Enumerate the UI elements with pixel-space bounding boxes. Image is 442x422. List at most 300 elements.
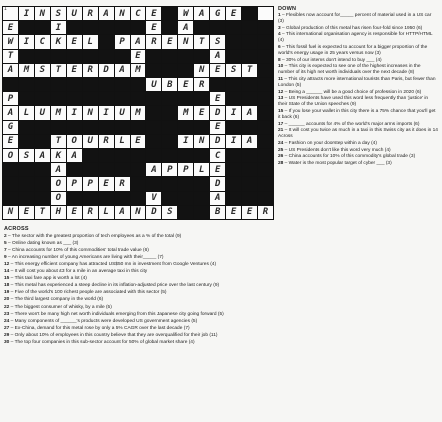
clue-number: 12 [278,89,284,95]
grid-cell[interactable] [178,7,193,20]
grid-cell[interactable] [210,135,225,148]
cell-letter: L [87,36,93,47]
grid-cell-black[interactable] [146,106,161,119]
grid-cell-black[interactable] [19,135,34,148]
grid-cell-black[interactable] [51,50,66,63]
grid-cell[interactable] [131,64,146,77]
grid-cell-black[interactable] [35,163,50,176]
clue-number: 2 [4,233,7,239]
grid-cell-black[interactable] [258,106,273,119]
across-clue [4,312,276,319]
clue-number: 30 [4,340,10,345]
grid-cell[interactable] [3,121,18,134]
grid-cell-black[interactable] [242,78,257,91]
grid-cell-black[interactable] [99,35,114,48]
grid-cell[interactable] [99,135,114,148]
grid-cell-black[interactable] [51,92,66,105]
grid-cell[interactable] [146,35,161,48]
grid-cell[interactable] [242,106,257,119]
grid-cell[interactable] [35,35,50,48]
grid-cell[interactable] [226,206,241,219]
grid-cell-black[interactable] [258,64,273,77]
cell-letter: K [55,36,61,47]
grid-cell-black[interactable] [178,177,193,190]
grid-cell[interactable] [178,163,193,176]
grid-cell-black[interactable] [242,149,257,162]
grid-cell-black[interactable] [3,192,18,205]
grid-cell[interactable] [226,7,241,20]
grid-cell[interactable] [178,21,193,34]
grid-cell-black[interactable] [146,92,161,105]
grid-cell[interactable] [83,106,98,119]
grid-cell[interactable] [146,163,161,176]
clue-number: 13 [278,96,284,102]
grid-cell-black[interactable] [19,121,34,134]
grid-cell-black[interactable] [146,135,161,148]
grid-cell-black[interactable] [83,50,98,63]
clue-number: 11 [278,77,284,83]
grid-cell-black[interactable] [35,177,50,190]
grid-cell[interactable] [146,78,161,91]
grid-cell[interactable] [115,177,130,190]
grid-cell-black[interactable] [131,149,146,162]
grid-cell-black[interactable] [115,78,130,91]
grid-cell-black[interactable] [99,149,114,162]
cell-letter: R [87,8,93,19]
grid-cell[interactable] [19,7,34,20]
grid-cell-black[interactable] [83,78,98,91]
grid-cell[interactable] [67,177,82,190]
clue-text: – There won't be many high net worth individuals emerging from this Japanese city going forward (5) [9,311,224,317]
grid-cell-black[interactable] [3,177,18,190]
grid-cell[interactable] [3,135,18,148]
grid-cell[interactable] [99,64,114,77]
grid-cell[interactable] [210,106,225,119]
grid-cell[interactable] [210,50,225,63]
grid-cell-black[interactable] [3,163,18,176]
grid-cell[interactable] [67,135,82,148]
grid-cell-black[interactable] [67,78,82,91]
grid-cell-black[interactable] [99,163,114,176]
grid-cell[interactable] [83,7,98,20]
grid-cell-black[interactable] [51,121,66,134]
grid-cell[interactable] [194,64,209,77]
grid-cell-black[interactable] [19,163,34,176]
grid-cell[interactable] [3,92,18,105]
grid-cell[interactable] [131,206,146,219]
grid-cell[interactable] [35,106,50,119]
grid-cell[interactable] [210,7,225,20]
clue-text: – If you lose your wallet in this city there is a 75% chance that you'll get it back (6) [278,109,436,121]
cell-letter: L [103,207,109,218]
grid-cell[interactable] [3,106,18,119]
grid-cell[interactable] [258,7,273,20]
across-clues-panel [4,226,276,347]
grid-cell[interactable] [83,35,98,48]
grid-cell-black[interactable] [115,21,130,34]
grid-cell-black[interactable] [115,192,130,205]
grid-cell-black[interactable] [131,21,146,34]
grid-cell[interactable] [131,7,146,20]
grid-cell-black[interactable] [242,177,257,190]
clue-text: – The sector with the greatest proportion of tech employees as a % of the total (9) [6,233,182,239]
grid-cell[interactable] [194,35,209,48]
grid-cell[interactable] [3,21,18,34]
cell-letter: I [230,136,237,147]
grid-cell[interactable] [99,7,114,20]
grid-cell-black[interactable] [162,121,177,134]
grid-cell[interactable] [178,35,193,48]
grid-cell-black[interactable] [35,192,50,205]
grid-cell[interactable] [67,7,82,20]
grid-cell[interactable] [210,163,225,176]
clue-text: – This metal has experienced a steep decline in its inflation-adjusted price over the last century (9) [9,283,220,289]
grid-cell-black[interactable] [242,7,257,20]
grid-cell[interactable] [67,206,82,219]
grid-cell-black[interactable] [115,92,130,105]
grid-cell[interactable] [115,7,130,20]
grid-cell-black[interactable] [146,50,161,63]
grid-cell-black[interactable] [226,177,241,190]
grid-cell-black[interactable] [35,21,50,34]
grid-cell[interactable] [210,149,225,162]
grid-cell[interactable] [51,177,66,190]
grid-cell[interactable] [115,106,130,119]
grid-cell-black[interactable] [146,177,161,190]
grid-cell[interactable] [210,206,225,219]
grid-cell[interactable] [67,106,82,119]
grid-cell-black[interactable] [178,206,193,219]
grid-cell-black[interactable] [131,177,146,190]
cell-letter: A [135,36,141,47]
grid-cell[interactable] [83,206,98,219]
grid-cell-black[interactable] [258,149,273,162]
grid-cell-black[interactable] [131,163,146,176]
grid-cell-black[interactable] [242,163,257,176]
grid-cell-black[interactable] [35,50,50,63]
grid-cell[interactable] [210,35,225,48]
grid-cell-black[interactable] [83,163,98,176]
grid-cell-black[interactable] [19,177,34,190]
grid-cell-black[interactable] [83,92,98,105]
grid-cell[interactable] [115,135,130,148]
clue-number: 26 [278,154,284,160]
grid-cell-black[interactable] [19,192,34,205]
grid-cell[interactable] [67,35,82,48]
grid-cell-black[interactable] [162,7,177,20]
grid-cell-black[interactable] [226,92,241,105]
across-clue [4,234,276,241]
grid-cell-black[interactable] [131,78,146,91]
grid-cell-black[interactable] [99,92,114,105]
clue-text: – 30% of our intems don't intend to buy ___ (4) [280,57,382,63]
grid-cell[interactable] [35,7,50,20]
grid-cell[interactable] [19,149,34,162]
grid-cell-black[interactable] [226,50,241,63]
grid-cell[interactable] [146,206,161,219]
grid-cell[interactable] [146,192,161,205]
cell-letter: E [7,22,14,33]
grid-cell[interactable] [210,192,225,205]
grid-cell-black[interactable] [99,78,114,91]
grid-cell-black[interactable] [210,78,225,91]
down-clue [278,148,438,154]
cell-letter: O [71,136,77,147]
grid-cell-black[interactable] [242,121,257,134]
cell-letter: I [230,107,237,118]
grid-cell-black[interactable] [99,121,114,134]
grid-cell-black[interactable] [258,21,273,34]
grid-cell-black[interactable] [131,121,146,134]
grid-cell[interactable] [51,192,66,205]
grid-cell-black[interactable] [194,21,209,34]
grid-cell[interactable] [51,106,66,119]
grid-cell-black[interactable] [226,35,241,48]
grid-cell[interactable] [194,135,209,148]
grid-cell-black[interactable] [19,92,34,105]
grid-cell[interactable] [51,135,66,148]
grid-cell[interactable] [131,135,146,148]
grid-cell-black[interactable] [162,177,177,190]
grid-cell-black[interactable] [242,192,257,205]
grid-cell-black[interactable] [178,92,193,105]
grid-cell[interactable] [210,92,225,105]
grid-cell-black[interactable] [115,163,130,176]
cell-letter: E [103,178,109,189]
grid-cell-black[interactable] [242,92,257,105]
grid-cell-black[interactable] [67,192,82,205]
grid-cell[interactable] [131,50,146,63]
grid-cell-black[interactable] [51,78,66,91]
grid-cell[interactable] [99,106,114,119]
grid-cell[interactable] [35,149,50,162]
grid-cell[interactable] [162,206,177,219]
grid-cell[interactable] [3,35,18,48]
grid-cell[interactable] [51,21,66,34]
cell-letter: I [71,107,77,118]
grid-cell[interactable] [51,7,66,20]
grid-cell-black[interactable] [258,78,273,91]
grid-cell[interactable] [242,135,257,148]
grid-cell[interactable] [210,177,225,190]
grid-cell-black[interactable] [35,121,50,134]
grid-cell-black[interactable] [194,177,209,190]
grid-cell[interactable] [19,35,34,48]
grid-cell-black[interactable] [99,192,114,205]
clue-text: – This city is expected to see one of the highest increases in the number of its high net worth individuals over the next decade (8) [278,64,421,76]
clue-text: – The top four companies in this sub-sector account for 50% of global market share (4) [9,340,195,345]
grid-cell-black[interactable] [83,149,98,162]
grid-cell-black[interactable] [226,121,241,134]
grid-cell-black[interactable] [146,64,161,77]
grid-cell[interactable] [131,106,146,119]
cell-letter: A [214,51,221,62]
grid-cell-black[interactable] [35,78,50,91]
grid-cell-black[interactable] [194,50,209,63]
grid-cell[interactable] [19,106,34,119]
grid-cell-black[interactable] [146,149,161,162]
grid-cell-black[interactable] [194,206,209,219]
grid-cell-black[interactable] [242,21,257,34]
grid-cell[interactable] [51,149,66,162]
grid-cell-black[interactable] [162,21,177,34]
grid-cell-black[interactable] [178,149,193,162]
grid-cell-black[interactable] [194,192,209,205]
grid-cell-black[interactable] [162,135,177,148]
grid-cell[interactable] [35,64,50,77]
cell-letter: W [7,36,14,47]
grid-cell-black[interactable] [99,50,114,63]
grid-cell-black[interactable] [226,149,241,162]
grid-cell-black[interactable] [178,192,193,205]
grid-cell[interactable] [115,35,130,48]
grid-cell[interactable] [258,206,273,219]
grid-cell[interactable] [35,206,50,219]
grid-cell[interactable] [210,64,225,77]
grid-cell-black[interactable] [226,21,241,34]
grid-cell[interactable] [67,149,82,162]
cell-letter: U [87,136,93,147]
grid-cell-black[interactable] [19,50,34,63]
grid-cell-black[interactable] [67,121,82,134]
grid-cell[interactable] [115,206,130,219]
grid-cell[interactable] [67,64,82,77]
grid-cell-black[interactable] [258,35,273,48]
across-clue [4,262,276,269]
down-clue [278,90,438,96]
grid-cell-black[interactable] [258,192,273,205]
grid-cell[interactable] [194,163,209,176]
grid-cell-black[interactable] [67,50,82,63]
grid-cell[interactable] [242,206,257,219]
down-clue [278,128,438,140]
grid-cell-black[interactable] [67,163,82,176]
grid-cell-black[interactable] [146,121,161,134]
grid-cell[interactable] [3,64,18,77]
grid-cell-black[interactable] [258,135,273,148]
cell-letter: D [151,207,157,218]
grid-cell[interactable] [194,7,209,20]
grid-cell[interactable] [242,64,257,77]
grid-cell-black[interactable] [35,92,50,105]
cell-letter: O [55,193,61,204]
grid-cell[interactable] [83,177,98,190]
grid-cell[interactable] [115,64,130,77]
grid-cell-black[interactable] [178,50,193,63]
grid-cell[interactable] [3,7,18,20]
grid-cell-black[interactable] [67,92,82,105]
grid-cell-black[interactable] [35,135,50,148]
grid-cell-black[interactable] [162,50,177,63]
cell-letter: E [71,65,77,76]
grid-cell-black[interactable] [131,192,146,205]
cell-letter: N [39,8,46,19]
grid-cell-black[interactable] [258,92,273,105]
grid-cell[interactable] [178,106,193,119]
grid-cell-black[interactable] [242,50,257,63]
grid-cell[interactable] [226,135,241,148]
cell-letter: L [119,136,125,147]
grid-cell[interactable] [51,64,66,77]
grid-cell-black[interactable] [178,121,193,134]
grid-cell-black[interactable] [162,192,177,205]
grid-cell[interactable] [194,78,209,91]
grid-cell-black[interactable] [162,92,177,105]
grid-cell-black[interactable] [99,21,114,34]
grid-cell-black[interactable] [258,50,273,63]
grid-cell-black[interactable] [194,92,209,105]
grid-cell[interactable] [51,163,66,176]
grid-cell-black[interactable] [258,177,273,190]
grid-cell-black[interactable] [67,21,82,34]
across-clue [4,241,276,248]
grid-cell[interactable] [146,7,161,20]
grid-cell[interactable] [3,206,18,219]
grid-cell-black[interactable] [226,78,241,91]
grid-cell[interactable] [83,135,98,148]
grid-cell[interactable] [19,206,34,219]
grid-cell-black[interactable] [194,149,209,162]
grid-cell[interactable] [178,135,193,148]
grid-cell[interactable] [162,35,177,48]
grid-cell[interactable] [3,50,18,63]
grid-cell[interactable] [162,163,177,176]
grid-cell[interactable] [83,64,98,77]
grid-cell[interactable] [51,206,66,219]
grid-cell[interactable] [210,121,225,134]
grid-cell[interactable] [162,78,177,91]
grid-cell[interactable] [99,206,114,219]
grid-cell[interactable] [19,64,34,77]
grid-cell-black[interactable] [194,121,209,134]
grid-cell-black[interactable] [115,50,130,63]
grid-cell-black[interactable] [19,78,34,91]
grid-cell-black[interactable] [162,64,177,77]
grid-cell-black[interactable] [19,21,34,34]
grid-cell-black[interactable] [226,163,241,176]
grid-cell[interactable] [3,149,18,162]
grid-cell[interactable] [226,64,241,77]
grid-cell-black[interactable] [242,35,257,48]
grid-cell[interactable] [194,106,209,119]
grid-cell-black[interactable] [83,192,98,205]
grid-cell[interactable] [226,106,241,119]
grid-cell[interactable] [99,177,114,190]
grid-cell[interactable] [131,35,146,48]
grid-cell-black[interactable] [162,106,177,119]
cell-letter: A [7,65,14,76]
grid-cell-black[interactable] [115,149,130,162]
grid-cell-black[interactable] [3,78,18,91]
clue-text: – This city attracts more international tourists than Paris, but fewer than London (5) [278,77,436,89]
grid-cell[interactable] [178,78,193,91]
grid-cell-black[interactable] [178,64,193,77]
grid-cell[interactable] [146,21,161,34]
grid-cell-black[interactable] [258,163,273,176]
grid-cell-black[interactable] [226,192,241,205]
grid-cell-black[interactable] [83,121,98,134]
grid-cell[interactable] [51,35,66,48]
grid-cell-black[interactable] [162,149,177,162]
cell-letter: D [214,107,221,118]
cell-letter: A [246,107,253,118]
clue-number: 28 [278,160,284,166]
grid-cell-black[interactable] [131,92,146,105]
grid-cell-black[interactable] [83,21,98,34]
grid-cell-black[interactable] [258,121,273,134]
grid-cell-black[interactable] [115,121,130,134]
grid-cell-black[interactable] [210,21,225,34]
